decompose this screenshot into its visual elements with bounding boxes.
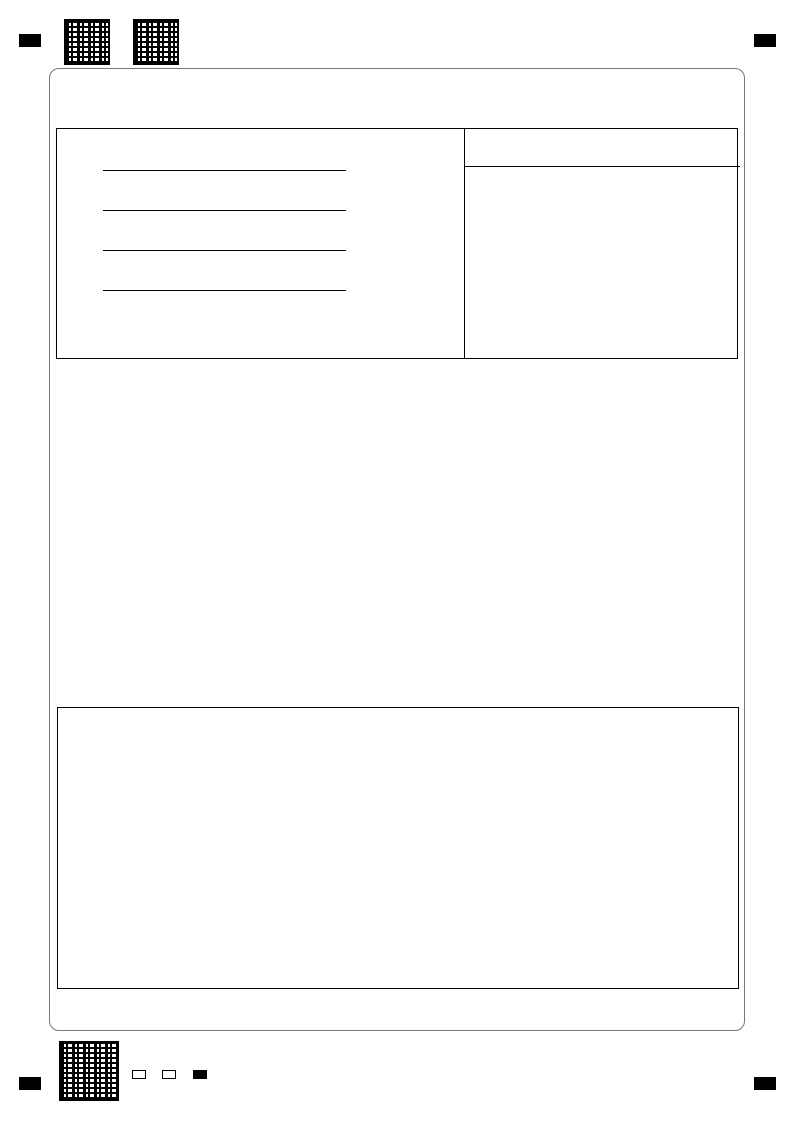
corner-mark	[19, 1077, 41, 1090]
exam-id-title	[465, 129, 740, 167]
wechat-qr-code	[133, 19, 179, 65]
page-mark-empty	[162, 1070, 176, 1079]
page-mark-empty	[132, 1070, 146, 1079]
page-mark-filled	[193, 1070, 207, 1079]
corner-mark	[754, 1077, 776, 1090]
name-field[interactable]	[97, 153, 346, 171]
school-field[interactable]	[97, 193, 346, 211]
student-info-box	[56, 128, 738, 359]
exam-id-grid	[464, 129, 740, 358]
class-field[interactable]	[97, 233, 346, 251]
app-qr-code	[64, 19, 110, 65]
seat-field[interactable]	[97, 273, 346, 291]
corner-mark	[754, 34, 776, 47]
answer-box-41[interactable]	[57, 707, 739, 989]
footer-qr-code	[59, 1041, 119, 1101]
corner-mark	[19, 34, 41, 47]
